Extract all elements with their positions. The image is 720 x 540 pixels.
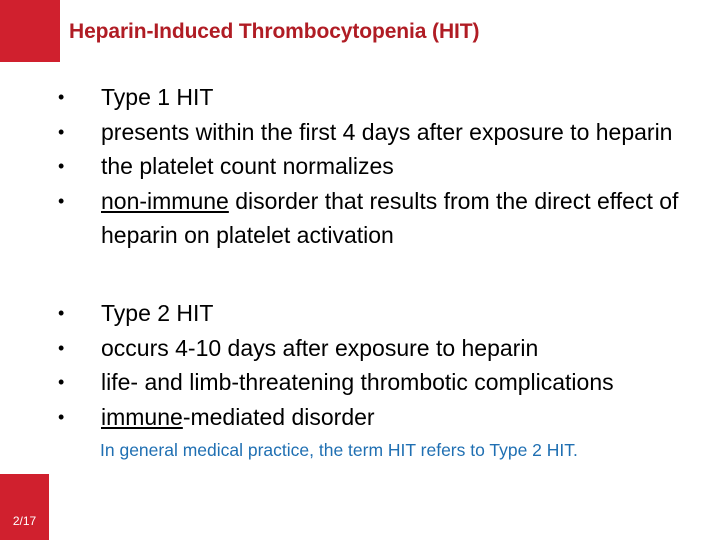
type2-heading-item — [50, 296, 690, 331]
accent-bar-bottom — [0, 474, 49, 540]
bullet-icon: • — [58, 87, 65, 107]
slide-title: Heparin-Induced Thrombocytopenia (HIT) — [69, 20, 480, 43]
type2-bullet-list — [50, 296, 690, 434]
type2-heading: Type 2 HIT — [101, 300, 214, 326]
type2-onset-item — [50, 331, 690, 366]
bullet-icon: • — [58, 406, 65, 427]
bullet-icon: • — [58, 303, 65, 323]
bullet-icon: • — [58, 156, 65, 176]
type2-complications-item — [50, 365, 690, 400]
bullet-icon: • — [58, 190, 65, 211]
accent-bar-top — [0, 0, 60, 62]
type1-onset-item — [50, 115, 690, 150]
type1-mechanism-rest: disorder that results from the direct effect of heparin on platelet activation — [101, 187, 679, 248]
type2-onset: occurs 4-10 days after exposure to heparin — [101, 334, 539, 361]
footer-note: In general medical practice, the term HIT refers to Type 2 HIT. — [100, 440, 578, 460]
type1-mechanism-underlined: non-immune — [101, 187, 229, 214]
type1-platelets: the platelet count normalizes — [101, 153, 394, 179]
type1-bullet-list — [50, 80, 690, 253]
type1-heading: Type 1 HIT — [101, 84, 214, 110]
type2-mechanism-rest: -mediated disorder — [182, 403, 375, 430]
slide-number: 2/17 — [12, 514, 37, 528]
type2-mechanism-underlined: immune — [101, 403, 183, 430]
type2-mechanism-item — [50, 400, 690, 435]
type1-heading-item — [50, 80, 690, 115]
type1-mechanism-item — [50, 184, 690, 253]
bullet-icon: • — [58, 337, 65, 358]
type2-complications: life- and limb-threatening thrombotic complications — [101, 369, 614, 395]
type1-platelets-item — [50, 149, 690, 184]
type1-onset: presents within the first 4 days after exposure to heparin — [101, 118, 673, 145]
bullet-icon: • — [58, 372, 65, 392]
bullet-icon: • — [58, 121, 65, 142]
